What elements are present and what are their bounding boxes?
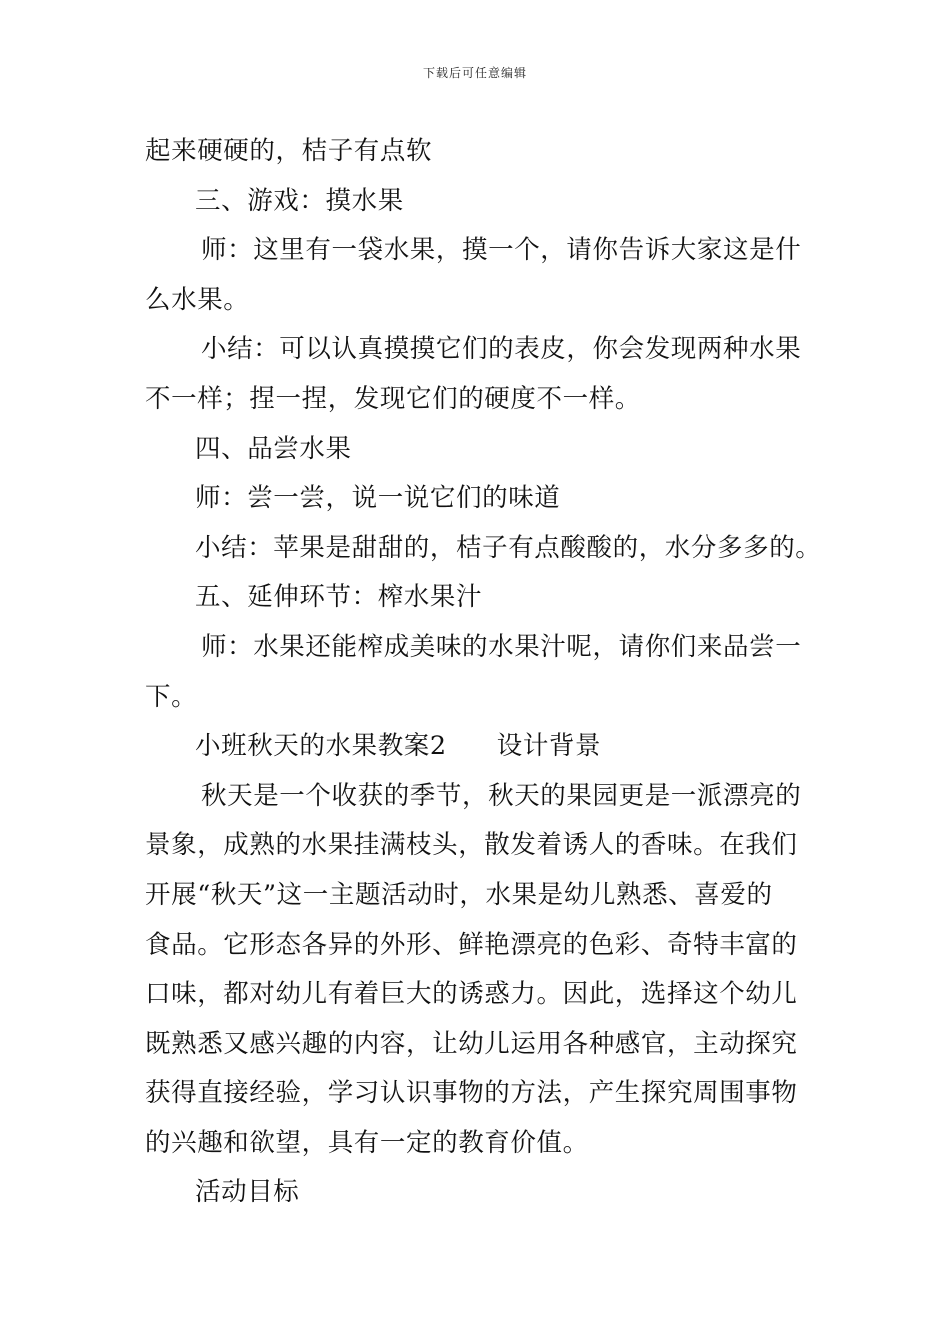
paragraph-line: 起来硬硬的，桔子有点软: [145, 136, 433, 166]
paragraph-line: 么水果。: [145, 284, 250, 315]
section-heading-extension: 五、延伸环节：榨水果汁: [195, 582, 483, 613]
paragraph-line: 师：水果还能榨成美味的水果汁呢，请你们来品尝一: [201, 631, 802, 662]
paragraph-line: 小结：可以认真摸摸它们的表皮，你会发现两种水果: [201, 334, 802, 365]
paragraph-line: 食品。它形态各异的外形、鲜艳漂亮的色彩、奇特丰富的: [145, 929, 798, 960]
document-body: [145, 127, 822, 1218]
paragraph-line: 获得直接经验，学习认识事物的方法，产生探究周围事物: [145, 1078, 798, 1109]
lesson-title: 小班秋天的水果教案2: [195, 731, 447, 762]
paragraph-line: 不一样；捏一捏，发现它们的硬度不一样。: [145, 383, 641, 414]
paragraph-line: 开展“秋天”这一主题活动时，水果是幼儿熟悉、喜爱的: [145, 879, 773, 910]
paragraph-line: 秋天是一个收获的季节，秋天的果园更是一派漂亮的: [201, 780, 802, 811]
section-heading-background: 设计背景: [496, 731, 602, 762]
lesson-title-line: [145, 722, 810, 772]
paragraph-line: 口味，都对幼儿有着巨大的诱惑力。因此，选择这个幼儿: [145, 979, 798, 1010]
paragraph-line: 景象，成熟的水果挂满枝头，散发着诱人的香味。在我们: [145, 830, 798, 861]
section-heading-objectives: 活动目标: [195, 1177, 300, 1208]
paragraph-line: 的兴趣和欲望，具有一定的教育价值。: [145, 1127, 589, 1158]
paragraph-line: 既熟悉又感兴趣的内容，让幼儿运用各种感官，主动探究: [145, 1028, 798, 1059]
paragraph-line: 下。: [145, 681, 198, 712]
paragraph-line: 师：这里有一袋水果，摸一个，请你告诉大家这是什: [201, 235, 802, 266]
page-header: 下载后可任意编辑: [422, 66, 527, 80]
paragraph-line: 小结：苹果是甜甜的，桔子有点酸酸的，水分多多的。: [195, 532, 822, 563]
section-heading-tasting: 四、品尝水果: [195, 433, 352, 464]
paragraph-line: 师：尝一尝，说一说它们的味道: [195, 483, 561, 514]
section-heading-game: 三、游戏：摸水果: [195, 185, 404, 216]
